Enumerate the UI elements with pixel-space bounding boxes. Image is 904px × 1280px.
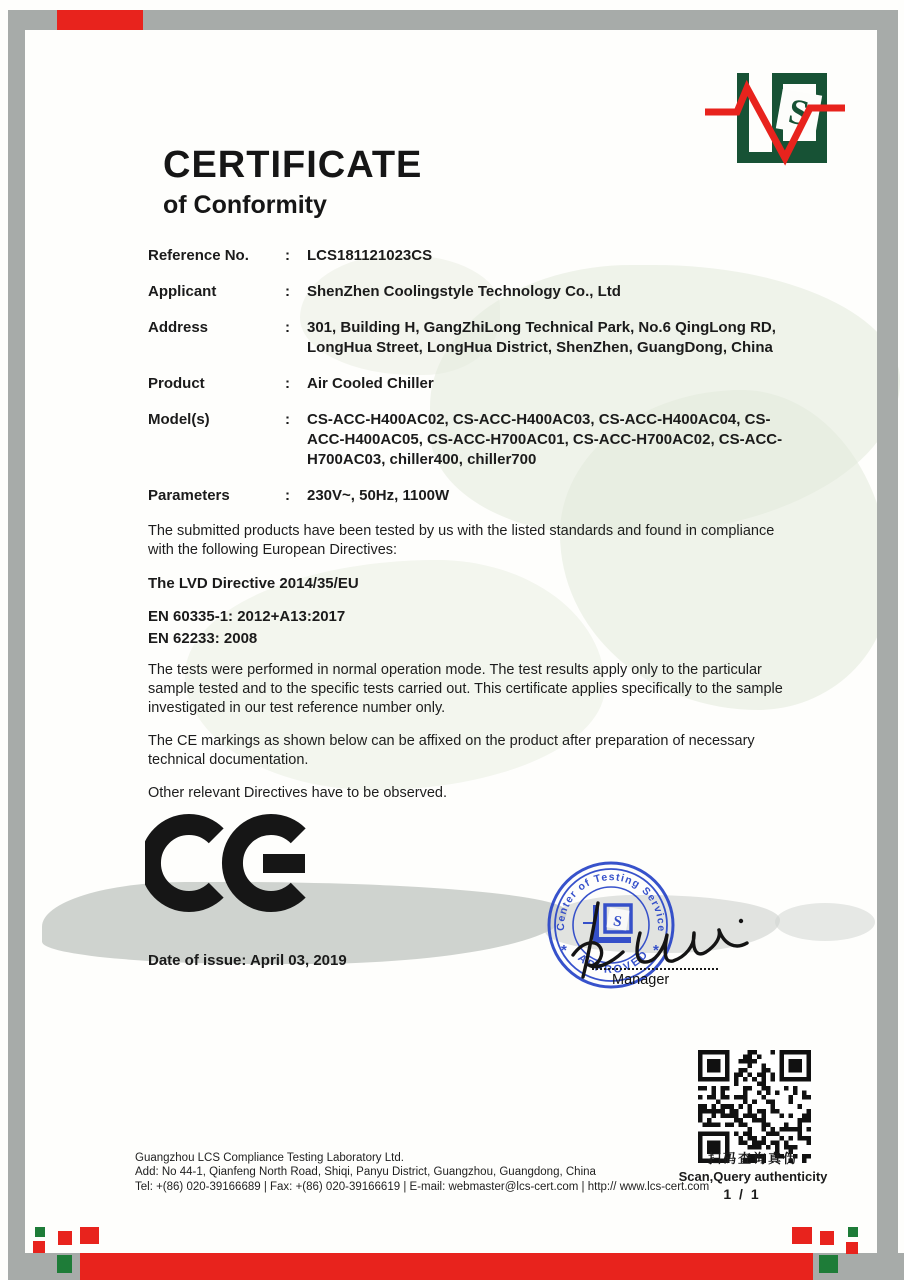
- qr-caption-chinese: 扫码查询真伪: [707, 1151, 798, 1166]
- field-label: Model(s): [148, 411, 210, 428]
- page-indicator: 1 / 1: [723, 1186, 761, 1202]
- fields-list: [148, 246, 788, 506]
- standard-line: EN 62233: 2008: [148, 630, 258, 647]
- field-row: [148, 246, 788, 266]
- field-row: [148, 486, 788, 506]
- field-colon: :: [285, 375, 290, 392]
- svg-text:S: S: [785, 90, 813, 134]
- stamp-approved-text: APPROVED: [575, 947, 652, 977]
- date-of-issue: Date of issue: April 03, 2019: [148, 952, 347, 969]
- field-value: CS-ACC-H400AC02, CS-ACC-H400AC03, CS-ACC-H400AC04, CS-ACC-H400AC05, CS-ACC-H700AC01, CS-ACC-H700AC02, CS-ACC-H700AC03, chiller400, chiller700: [307, 411, 783, 468]
- watermark-map: [775, 903, 875, 941]
- body-paragraph-tested: The submitted products have been tested by us with the listed standards and found in compliance with the following European Directives:: [148, 523, 775, 558]
- field-colon: :: [285, 319, 290, 336]
- field-row: [148, 318, 788, 358]
- field-value: 301, Building H, GangZhiLong Technical Park, No.6 QingLong RD, LongHua Street, LongHua District, ShenZhen, GuangDong, China: [307, 319, 776, 356]
- field-value: 230V~, 50Hz, 1100W: [307, 487, 450, 504]
- qr-caption-english: Scan,Query authenticity: [678, 1169, 828, 1184]
- deco-red-bar-bottom: [80, 1253, 813, 1280]
- stamp-star-left: *: [561, 942, 567, 959]
- footer-contacts: Tel: +(86) 020-39166689 | Fax: +(86) 020-39166619 | E-mail: webmaster@lcs-cert.com | http:// www.lcs-cert.com: [135, 1180, 710, 1193]
- deco-red-square: [820, 1231, 834, 1245]
- stamp-ring-text: Center of Testing Service: [554, 871, 668, 933]
- deco-green-square: [57, 1255, 72, 1273]
- ce-mark-icon: [145, 806, 315, 924]
- field-colon: :: [285, 487, 290, 504]
- deco-red-square: [80, 1227, 99, 1244]
- frame-right: [877, 10, 898, 1280]
- field-value: ShenZhen Coolingstyle Technology Co., Ltd: [307, 283, 621, 300]
- qr-code: [698, 1050, 811, 1163]
- field-label: Parameters: [148, 487, 230, 504]
- deco-green-square: [819, 1255, 838, 1273]
- deco-green-square: [35, 1227, 45, 1237]
- deco-red-square: [846, 1242, 858, 1254]
- frame-top: [10, 10, 898, 30]
- footer-address: Add: No 44-1, Qianfeng North Road, Shiqi, Panyu District, Guangzhou, Guangdong, China: [135, 1166, 596, 1179]
- field-colon: :: [285, 411, 290, 428]
- footer-company: Guangzhou LCS Compliance Testing Laboratory Ltd.: [135, 1152, 404, 1164]
- lcs-logo-icon: [700, 62, 850, 168]
- stamp-star-right: *: [653, 942, 659, 959]
- directive-line: The LVD Directive 2014/35/EU: [148, 575, 359, 592]
- standard-line: EN 60335-1: 2012+A13:2017: [148, 607, 346, 625]
- body-paragraph-other-directives: Other relevant Directives have to be observed.: [148, 784, 448, 801]
- field-value: Air Cooled Chiller: [307, 375, 434, 392]
- certificate-subtitle: of Conformity: [163, 191, 327, 219]
- field-label: Applicant: [148, 283, 217, 300]
- deco-red-square: [58, 1231, 72, 1245]
- body-paragraph-tests: The tests were performed in normal operation mode. The test results apply only to the particular sample tested and to the specific tests carried out. This certificate applies specifically to the sample investigated in our test reference number only.: [148, 661, 783, 716]
- field-label: Address: [148, 319, 209, 336]
- field-row: [148, 410, 788, 470]
- body-paragraph-ce-markings: The CE markings as shown below can be affixed on the product after preparation of necessary technical documentation.: [148, 732, 755, 768]
- svg-text:S: S: [611, 913, 623, 931]
- deco-red-segment-top: [57, 10, 143, 30]
- qr-code-pattern: [698, 1050, 811, 1163]
- field-colon: :: [285, 247, 290, 264]
- field-value: LCS181121023CS: [307, 247, 433, 264]
- field-label: Product: [148, 375, 205, 392]
- deco-red-square: [792, 1227, 812, 1244]
- frame-left: [8, 10, 25, 1280]
- deco-red-square: [33, 1241, 45, 1253]
- field-row: [148, 374, 788, 394]
- field-colon: :: [285, 283, 290, 300]
- signature-dotted-line: [592, 952, 718, 970]
- field-row: [148, 282, 788, 302]
- signature-role: Manager: [612, 972, 670, 988]
- deco-green-square: [848, 1227, 858, 1237]
- certificate-title: CERTIFICATE: [163, 144, 423, 186]
- field-label: Reference No.: [148, 247, 249, 264]
